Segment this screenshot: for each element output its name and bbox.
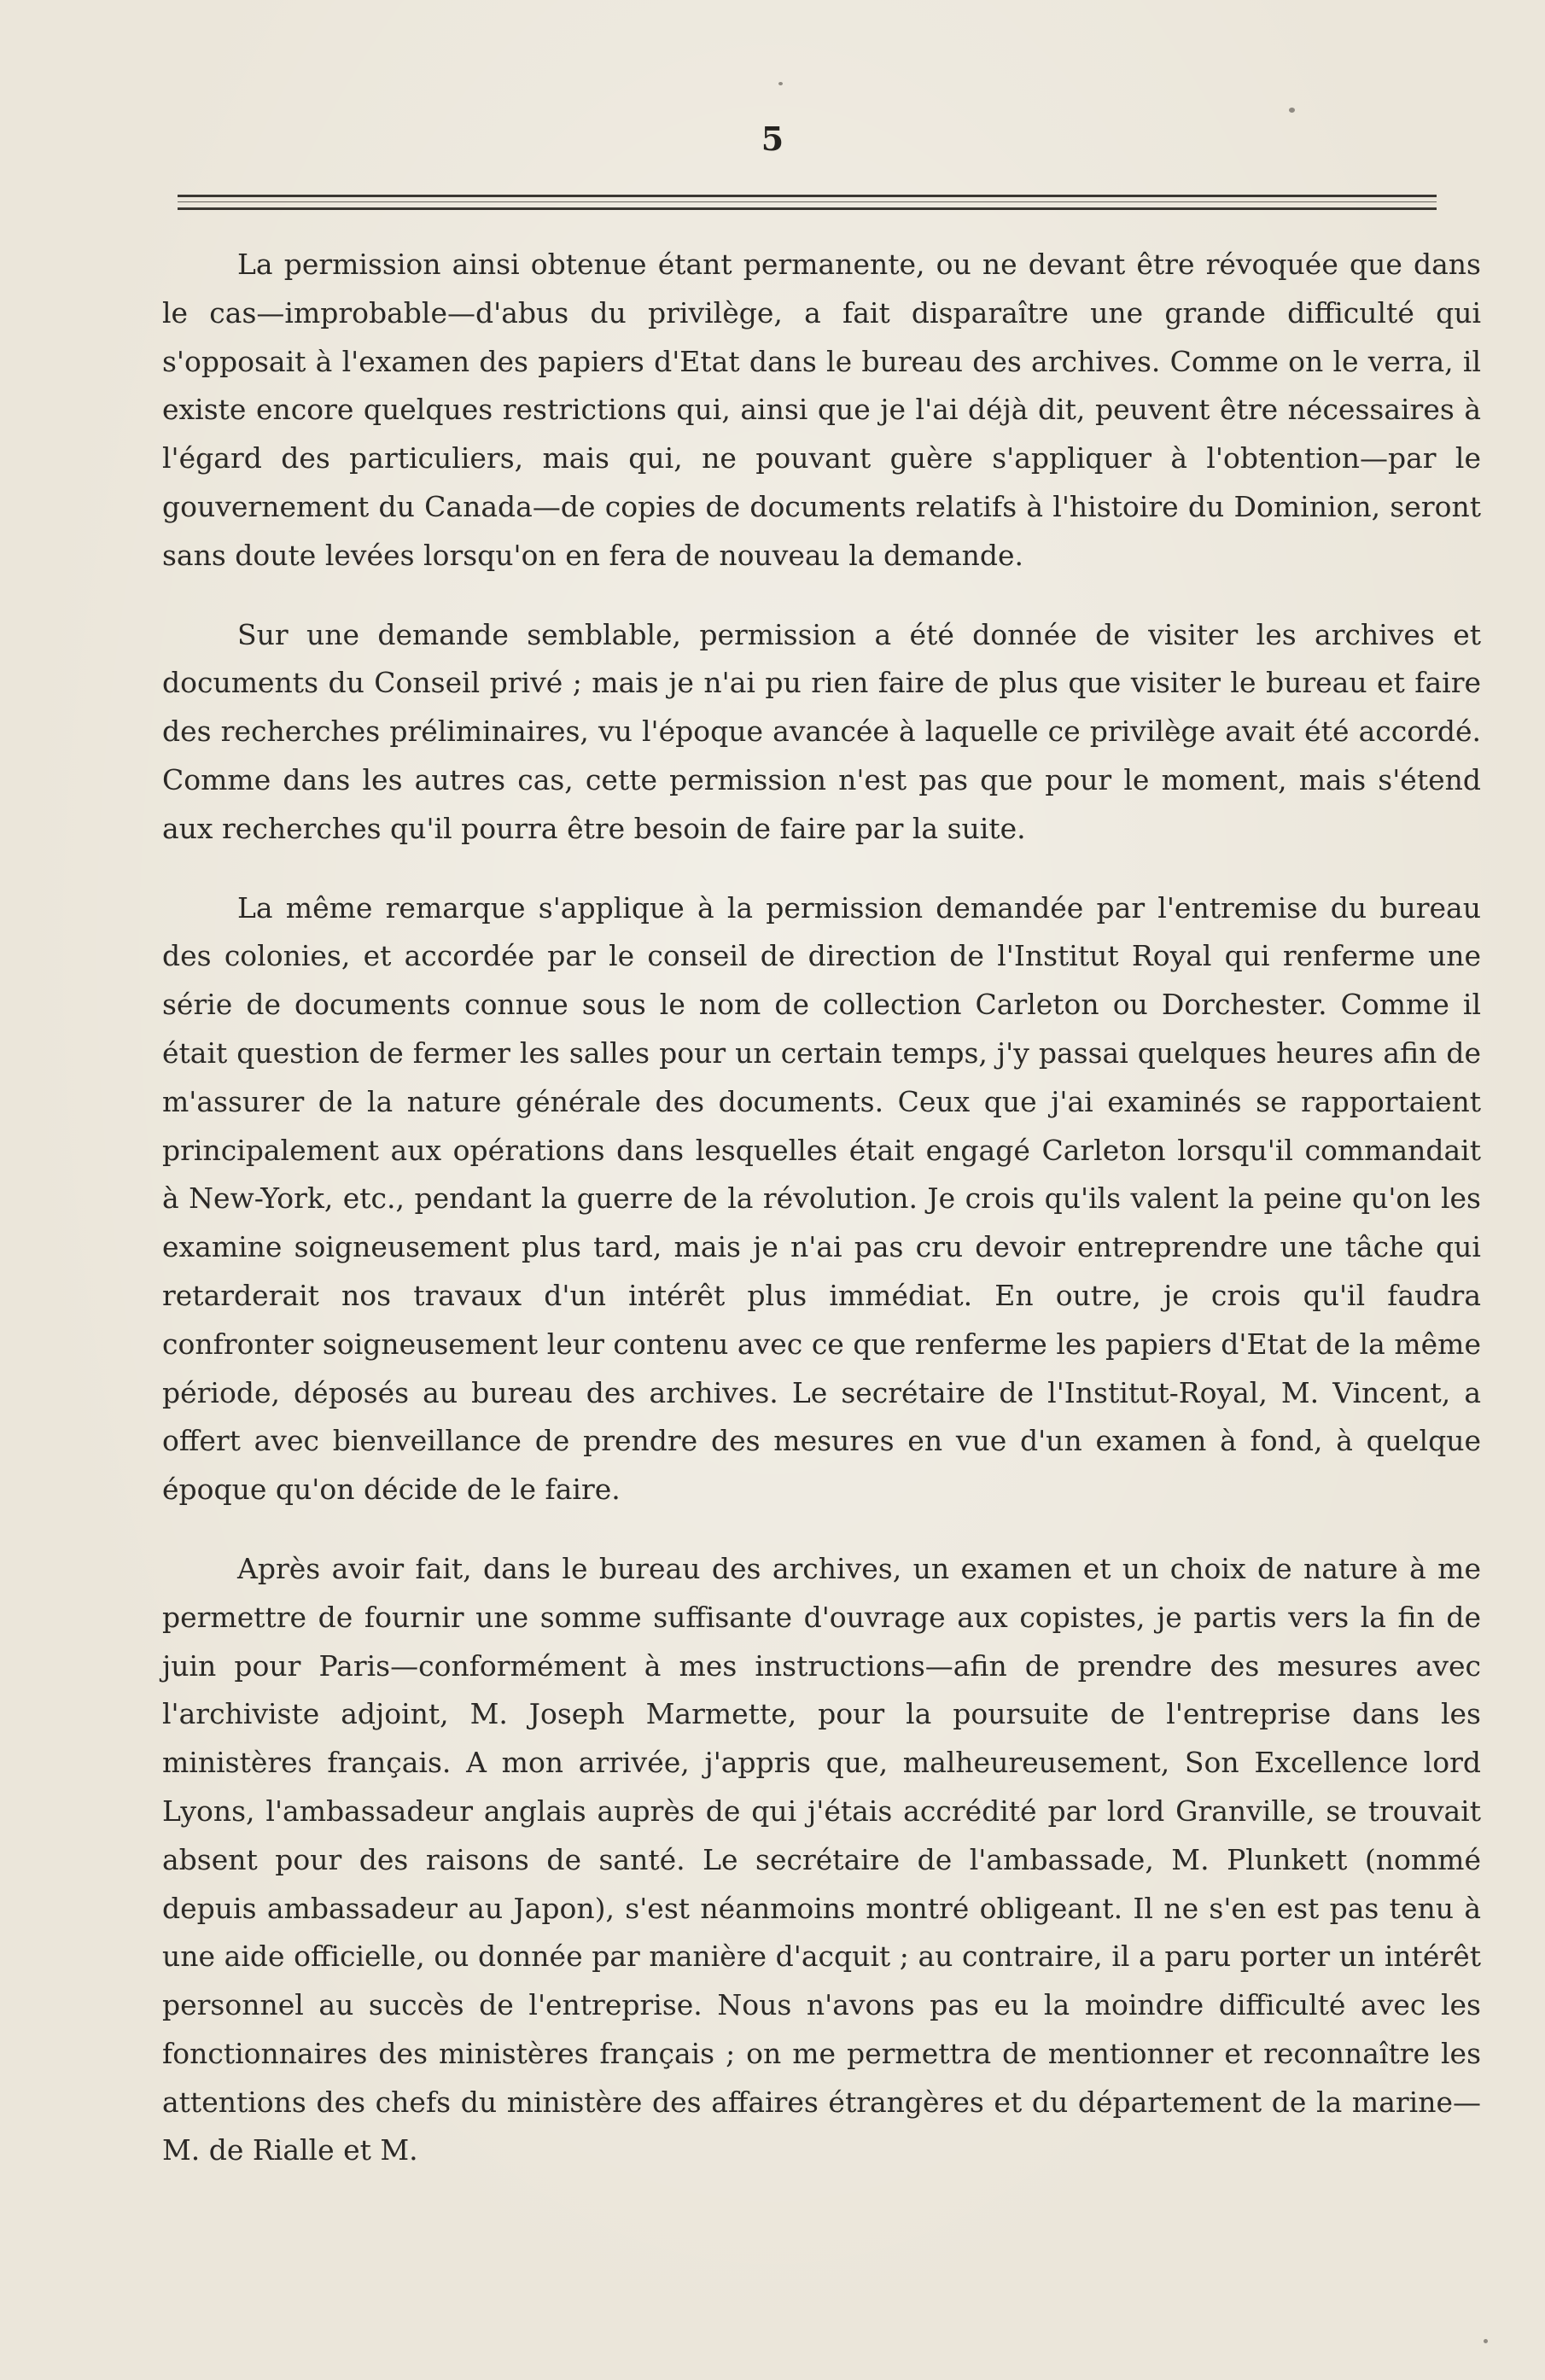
paper-speck <box>1289 108 1295 113</box>
paper-speck <box>778 82 783 85</box>
paragraph: Après avoir fait, dans le bureau des archives, un examen et un choix de nature à me permettre de fournir une somme suffisante d'ouvrage aux copistes, je partis vers la fin de juin pour Paris—conformément à mes instructions—afin de prendre des mesures avec l'archiviste adjoint, M. Joseph Marmette, pour la poursuite de l'entreprise dans les ministères français. A mon arrivée, j'appris que, malheureusement, Son Excellence lord Lyons, l'ambassadeur anglais auprès de qui j'étais accrédité par lord Granville, se trouvait absent pour des raisons de santé. Le secrétaire de l'ambassade, M. Plunkett (nommé depuis ambassadeur au Japon), s'est néanmoins montré obligeant. Il ne s'en est pas tenu à une aide officielle, ou donnée par manière d'acquit ; au contraire, il a paru porter un intérêt personnel au succès de l'entreprise. Nous n'avons pas eu la moindre difficulté avec les fonctionnaires des ministères français ; on me permettra de mentionner et reconnaître les attentions des chefs du ministère des affaires étrangères et du département de la marine—M. de Rialle et M. <box>162 1551 1481 2167</box>
paper-speck <box>1484 2339 1488 2343</box>
body-text <box>162 241 1481 2206</box>
paragraph: La permission ainsi obtenue étant permanente, ou ne devant être révoquée que dans le cas—improbable—d'abus du privilège, a fait disparaître une grande difficulté qui s'opposait à l'examen des papiers d'Etat dans le bureau des archives. Comme on le verra, il existe encore quelques restrictions qui, ainsi que je l'ai déjà dit, peuvent être nécessaires à l'égard des particuliers, mais qui, ne pouvant guère s'appliquer à l'obtention—par le gouvernement du Canada—de copies de documents relatifs à l'histoire du Dominion, seront sans doute levées lorsqu'on en fera de nouveau la demande. <box>162 248 1481 572</box>
paragraph: La même remarque s'applique à la permission demandée par l'entremise du bureau des colonies, et accordée par le conseil de direction de l'Institut Royal qui renferme une série de documents connue sous le nom de collection Carleton ou Dorchester. Comme il était question de fermer les salles pour un certain temps, j'y passai quelques heures afin de m'assurer de la nature générale des documents. Ceux que j'ai examinés se rapportaient principalement aux opérations dans lesquelles était engagé Carleton lorsqu'il commandait à New-York, etc., pendant la guerre de la révolution. Je crois qu'ils valent la peine qu'on les examine soigneusement plus tard, mais je n'ai pas cru devoir entreprendre une tâche qui retarderait nos travaux d'un intérêt plus immédiat. En outre, je crois qu'il faudra confronter soigneusement leur contenu avec ce que renferme les papiers d'Etat de la même période, déposés au bureau des archives. Le secrétaire de l'Institut-Royal, M. Vincent, a offert avec bienveillance de prendre des mesures en vue d'un examen à fond, à quelque époque qu'on décide de le faire. <box>162 890 1481 1507</box>
header-double-rule <box>178 195 1437 210</box>
paragraph: Sur une demande semblable, permission a été donnée de visiter les archives et documents du Conseil privé ; mais je n'ai pu rien faire de plus que visiter le bureau et faire des recherches préliminaires, vu l'époque avancée à laquelle ce privilège avait été accordé. Comme dans les autres cas, cette permission n'est pas que pour le moment, mais s'étend aux recherches qu'il pourra être besoin de faire par la suite. <box>162 617 1481 845</box>
page-number: 5 <box>761 120 784 158</box>
